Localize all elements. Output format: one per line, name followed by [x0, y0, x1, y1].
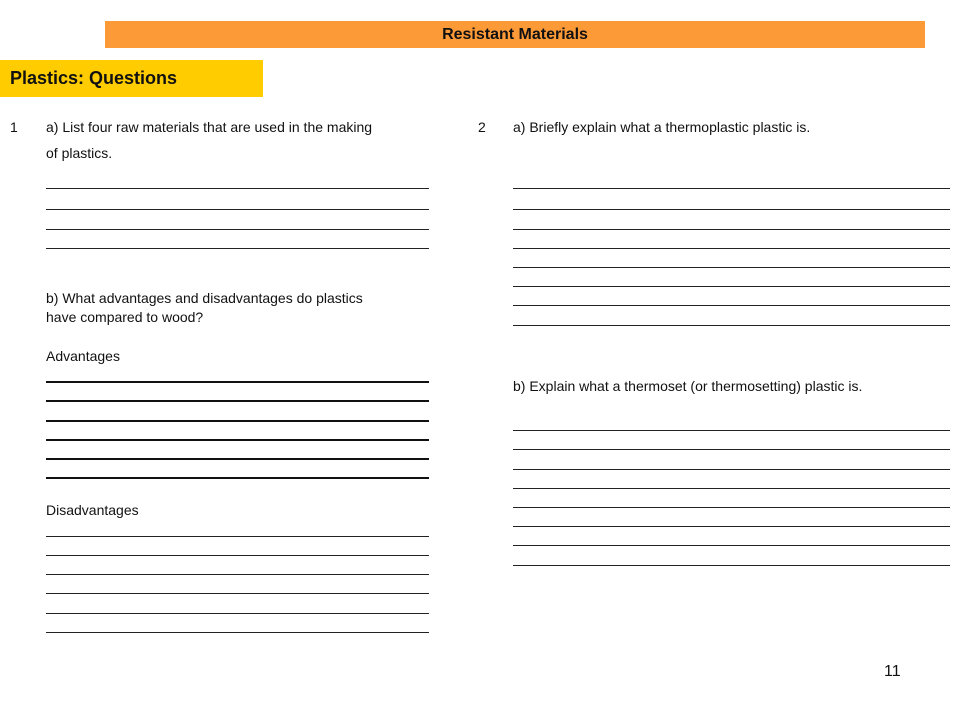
answer-line-1a-4[interactable] [46, 248, 429, 249]
page-number: 11 [884, 663, 901, 680]
question-2a-text: a) Briefly explain what a thermoplastic plastic is. [513, 119, 811, 135]
answer-line-2a-3[interactable] [513, 229, 950, 230]
answer-line-2b-6[interactable] [513, 526, 950, 527]
question-1a-text [46, 117, 436, 163]
disadvantages-line-3[interactable] [46, 574, 429, 575]
subject-title: Resistant Materials [442, 25, 588, 43]
advantages-line-3[interactable] [46, 420, 429, 422]
disadvantages-line-6[interactable] [46, 632, 429, 633]
answer-line-2b-5[interactable] [513, 507, 950, 508]
answer-line-2b-1[interactable] [513, 430, 950, 431]
question-2-number: 2 [478, 119, 486, 135]
question-1a-line-2: of plastics. [46, 145, 113, 161]
answer-line-2a-2[interactable] [513, 209, 950, 210]
answer-line-1a-1[interactable] [46, 188, 429, 189]
answer-line-2a-7[interactable] [513, 305, 950, 306]
question-1-number: 1 [10, 119, 18, 135]
answer-line-2b-7[interactable] [513, 545, 950, 546]
advantages-label: Advantages [46, 348, 120, 364]
page-title: Plastics: Questions [10, 68, 178, 88]
question-1a-line-1: a) List four raw materials that are used in the making [46, 119, 373, 135]
question-1b-line-2: have compared to wood? [46, 309, 204, 325]
answer-line-2b-4[interactable] [513, 488, 950, 489]
disadvantages-label: Disadvantages [46, 502, 139, 518]
answer-line-2b-2[interactable] [513, 449, 950, 450]
advantages-line-6[interactable] [46, 477, 429, 479]
advantages-line-5[interactable] [46, 458, 429, 460]
answer-line-2a-1[interactable] [513, 188, 950, 189]
answer-line-2a-5[interactable] [513, 267, 950, 268]
answer-line-2a-4[interactable] [513, 248, 950, 249]
advantages-line-4[interactable] [46, 439, 429, 441]
question-1b-line-1: b) What advantages and disadvantages do plastics [46, 290, 363, 306]
answer-line-2b-3[interactable] [513, 469, 950, 470]
answer-line-2a-6[interactable] [513, 286, 950, 287]
answer-line-2b-8[interactable] [513, 565, 950, 566]
disadvantages-line-2[interactable] [46, 555, 429, 556]
advantages-line-1[interactable] [46, 381, 429, 383]
question-2b-text: b) Explain what a thermoset (or thermosetting) plastic is. [513, 378, 863, 394]
subject-banner [105, 21, 925, 48]
answer-line-1a-3[interactable] [46, 229, 429, 230]
disadvantages-line-5[interactable] [46, 613, 429, 614]
disadvantages-line-1[interactable] [46, 536, 429, 537]
advantages-line-2[interactable] [46, 400, 429, 402]
section-title-banner [0, 60, 263, 97]
disadvantages-line-4[interactable] [46, 593, 429, 594]
question-1b-text [46, 289, 436, 327]
answer-line-2a-8[interactable] [513, 325, 950, 326]
answer-line-1a-2[interactable] [46, 209, 429, 210]
